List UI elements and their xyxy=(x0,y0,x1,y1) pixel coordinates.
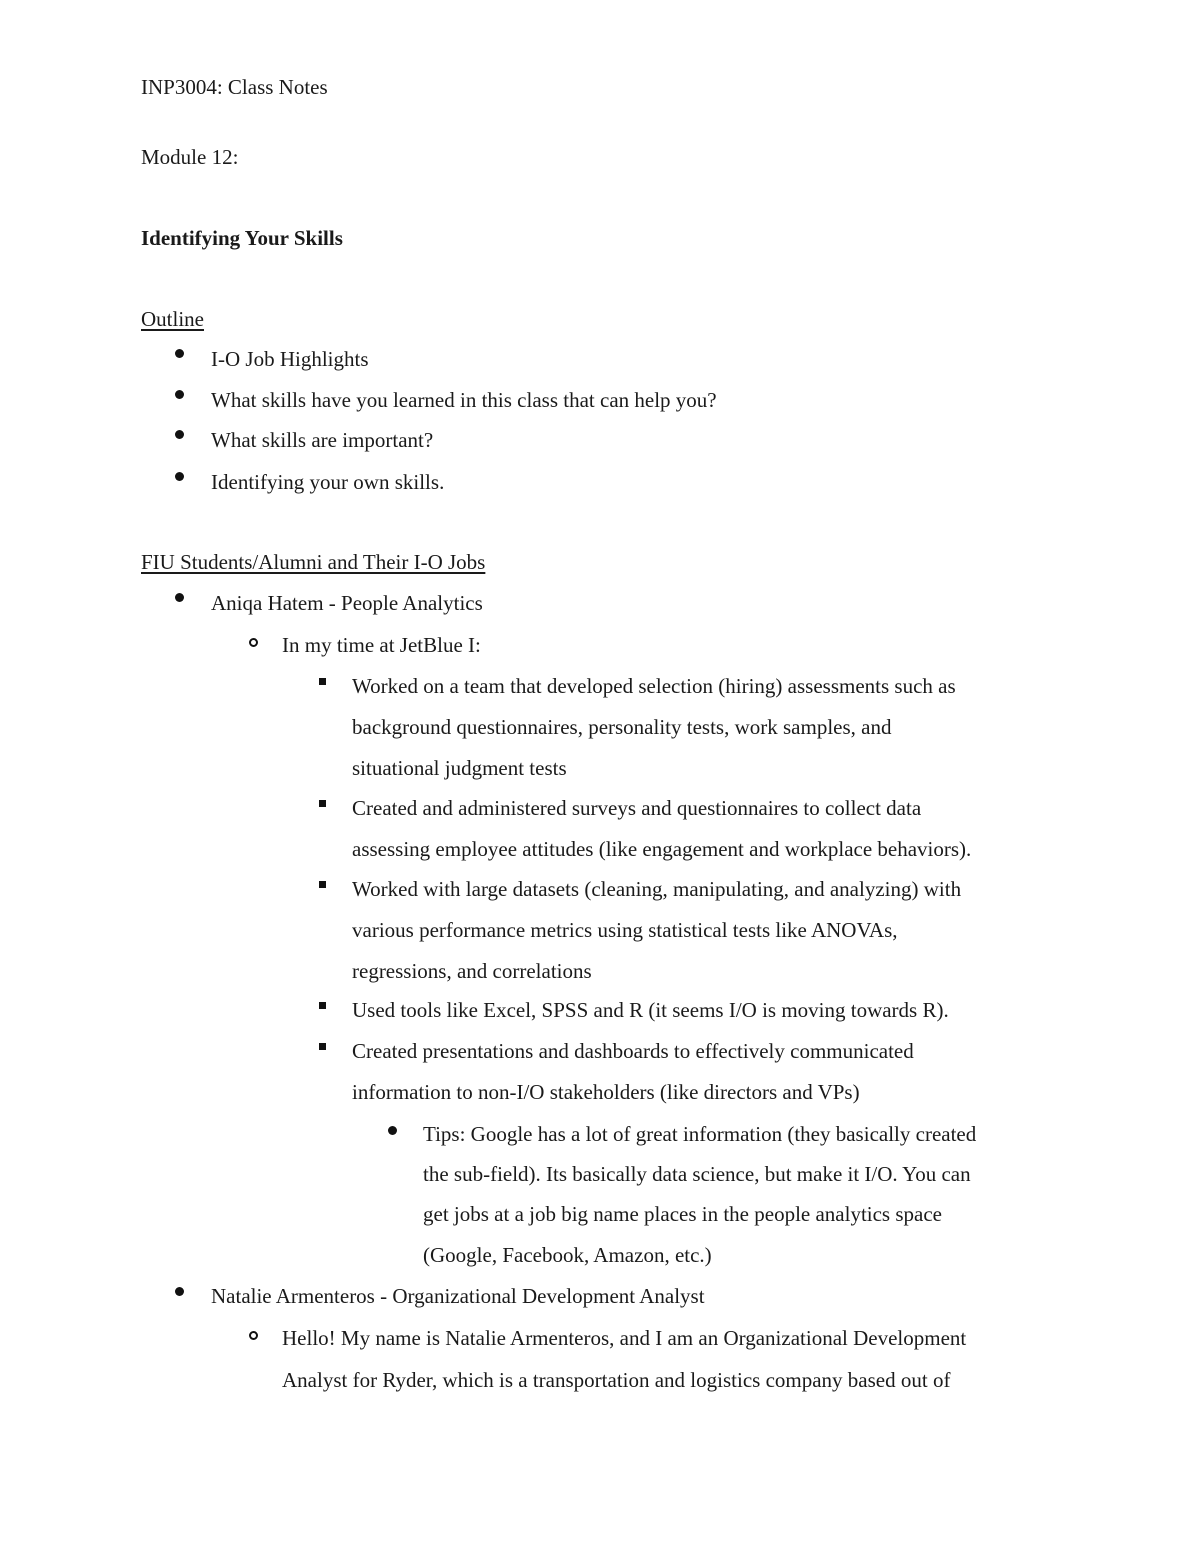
alumni-name: Aniqa Hatem - People Analytics xyxy=(211,591,483,615)
detail-line: assessing employee attitudes (like engagement and workplace behaviors). xyxy=(352,837,972,861)
tip-line: get jobs at a job big name places in the people analytics space xyxy=(423,1202,942,1226)
outline-item: What skills are important? xyxy=(211,428,434,452)
square-bullet-icon xyxy=(319,800,326,807)
bullet-icon xyxy=(388,1126,397,1135)
circle-bullet-icon xyxy=(249,638,258,647)
circle-bullet-icon xyxy=(249,1331,258,1340)
alumni-sub: Hello! My name is Natalie Armenteros, and I am an Organizational Development xyxy=(282,1326,967,1350)
detail-line: various performance metrics using statistical tests like ANOVAs, xyxy=(352,918,898,942)
bullet-icon xyxy=(175,593,184,602)
outline-item: I-O Job Highlights xyxy=(211,347,369,371)
alumni-heading: FIU Students/Alumni and Their I-O Jobs xyxy=(141,550,486,574)
bullet-icon xyxy=(175,349,184,358)
detail-line: Created presentations and dashboards to effectively communicated xyxy=(352,1039,914,1063)
detail-line: regressions, and correlations xyxy=(352,959,592,983)
tip-line: the sub-field). Its basically data science, but make it I/O. You can xyxy=(423,1162,971,1186)
bullet-icon xyxy=(175,390,184,399)
detail-line: Worked on a team that developed selection (hiring) assessments such as xyxy=(352,674,956,698)
bullet-icon xyxy=(175,1287,184,1296)
detail-line: Used tools like Excel, SPSS and R (it seems I/O is moving towards R). xyxy=(352,998,949,1022)
detail-line: information to non-I/O stakeholders (like directors and VPs) xyxy=(352,1080,860,1104)
detail-line: background questionnaires, personality tests, work samples, and xyxy=(352,715,892,739)
alumni-sub: In my time at JetBlue I: xyxy=(282,633,481,657)
detail-line: Created and administered surveys and questionnaires to collect data xyxy=(352,796,922,820)
bullet-icon xyxy=(175,430,184,439)
course-title: INP3004: Class Notes xyxy=(141,75,328,99)
tip-line: (Google, Facebook, Amazon, etc.) xyxy=(423,1243,712,1267)
square-bullet-icon xyxy=(319,1043,326,1050)
detail-line: situational judgment tests xyxy=(352,756,567,780)
square-bullet-icon xyxy=(319,678,326,685)
page-title: Identifying Your Skills xyxy=(141,226,343,250)
square-bullet-icon xyxy=(319,881,326,888)
tip-line: Tips: Google has a lot of great information (they basically created xyxy=(423,1122,977,1146)
outline-item: Identifying your own skills. xyxy=(211,470,445,494)
outline-item: What skills have you learned in this class that can help you? xyxy=(211,388,717,412)
module-label: Module 12: xyxy=(141,145,239,169)
detail-line: Worked with large datasets (cleaning, manipulating, and analyzing) with xyxy=(352,877,962,901)
alumni-sub: Analyst for Ryder, which is a transportation and logistics company based out of xyxy=(282,1368,951,1392)
bullet-icon xyxy=(175,472,184,481)
outline-heading: Outline xyxy=(141,307,204,331)
square-bullet-icon xyxy=(319,1002,326,1009)
alumni-name: Natalie Armenteros - Organizational Development Analyst xyxy=(211,1284,705,1308)
